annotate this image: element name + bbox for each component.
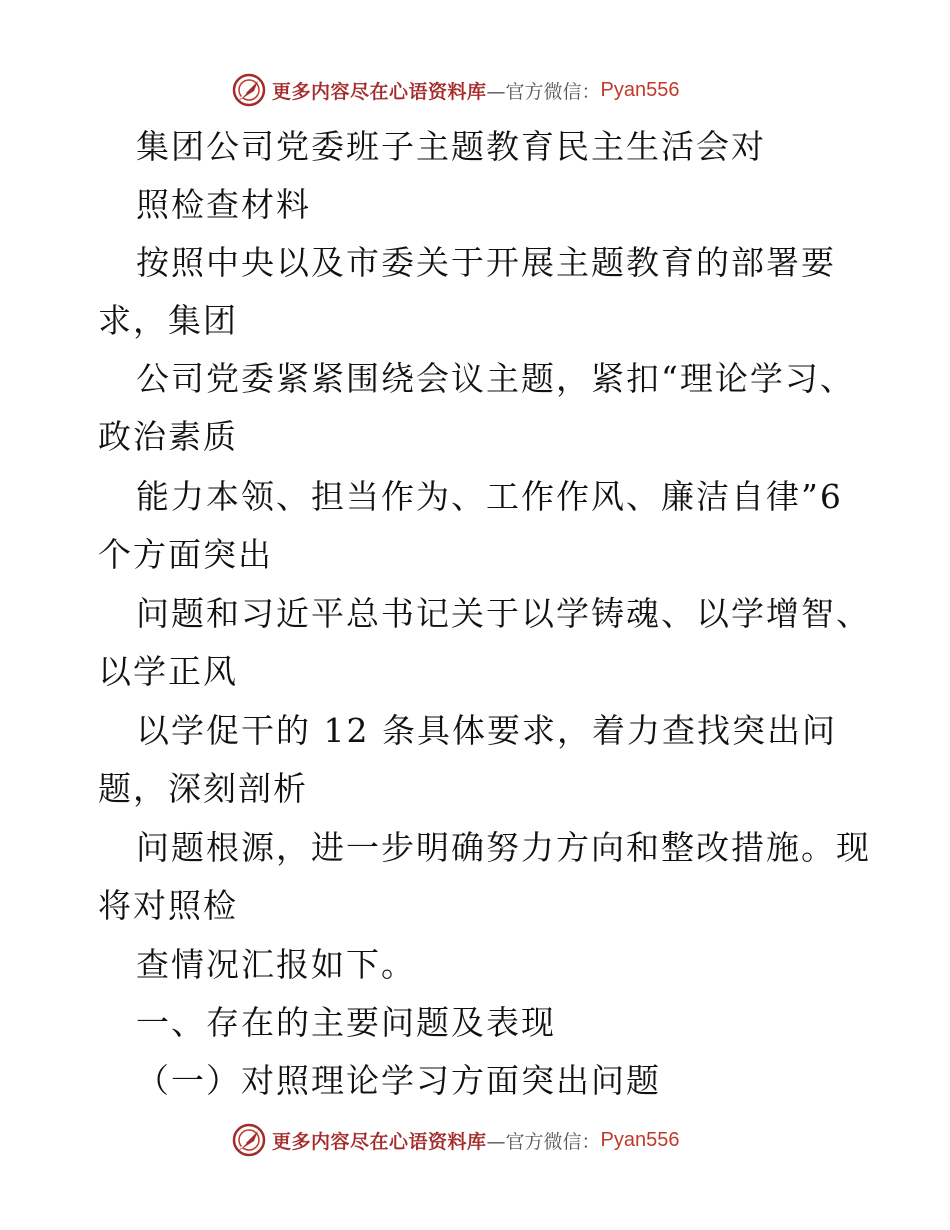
paragraph-line: 能力本领、担当作为、工作作风、廉洁自律”6 — [136, 477, 843, 516]
paragraph-line: 以学促干的 12 条具体要求，着力查找突出问 — [136, 711, 837, 750]
watermark-wechat-id: Pyan556 — [600, 1128, 680, 1151]
watermark-brand-text: 更多内容尽在心语资料库 — [272, 80, 487, 103]
watermark-wechat-id: Pyan556 — [600, 78, 680, 101]
paragraph-line: 按照中央以及市委关于开展主题教育的部署要 — [136, 243, 836, 282]
paragraph-line: 问题和习近平总书记关于以学铸魂、以学增智、 — [136, 594, 871, 633]
paragraph-line: 个方面突出 — [98, 535, 273, 574]
title-line-1: 集团公司党委班子主题教育民主生活会对 — [136, 127, 766, 166]
subsection-heading: （一）对照理论学习方面突出问题 — [136, 1061, 661, 1100]
paragraph-line: 政治素质 — [98, 417, 238, 456]
paragraph-line: 题，深刻剖析 — [98, 769, 308, 808]
watermark-official-text: —官方微信： — [486, 80, 601, 103]
watermark-brand-text: 更多内容尽在心语资料库 — [272, 1130, 487, 1153]
section-heading: 一、存在的主要问题及表现 — [136, 1003, 556, 1042]
footer-watermark-banner — [232, 1122, 680, 1158]
feather-logo-icon — [232, 1123, 266, 1157]
paragraph-line: 求，集团 — [98, 301, 238, 340]
paragraph-line: 问题根源，进一步明确努力方向和整改措施。现 — [136, 828, 871, 867]
paragraph-line: 以学正风 — [98, 652, 238, 691]
paragraph-line: 公司党委紧紧围绕会议主题，紧扣“理论学习、 — [136, 359, 855, 398]
paragraph-line: 将对照检 — [98, 886, 238, 925]
title-line-2: 照检查材料 — [136, 185, 311, 224]
watermark-official-text: —官方微信： — [486, 1130, 601, 1153]
paragraph-line: 查情况汇报如下。 — [136, 945, 416, 984]
